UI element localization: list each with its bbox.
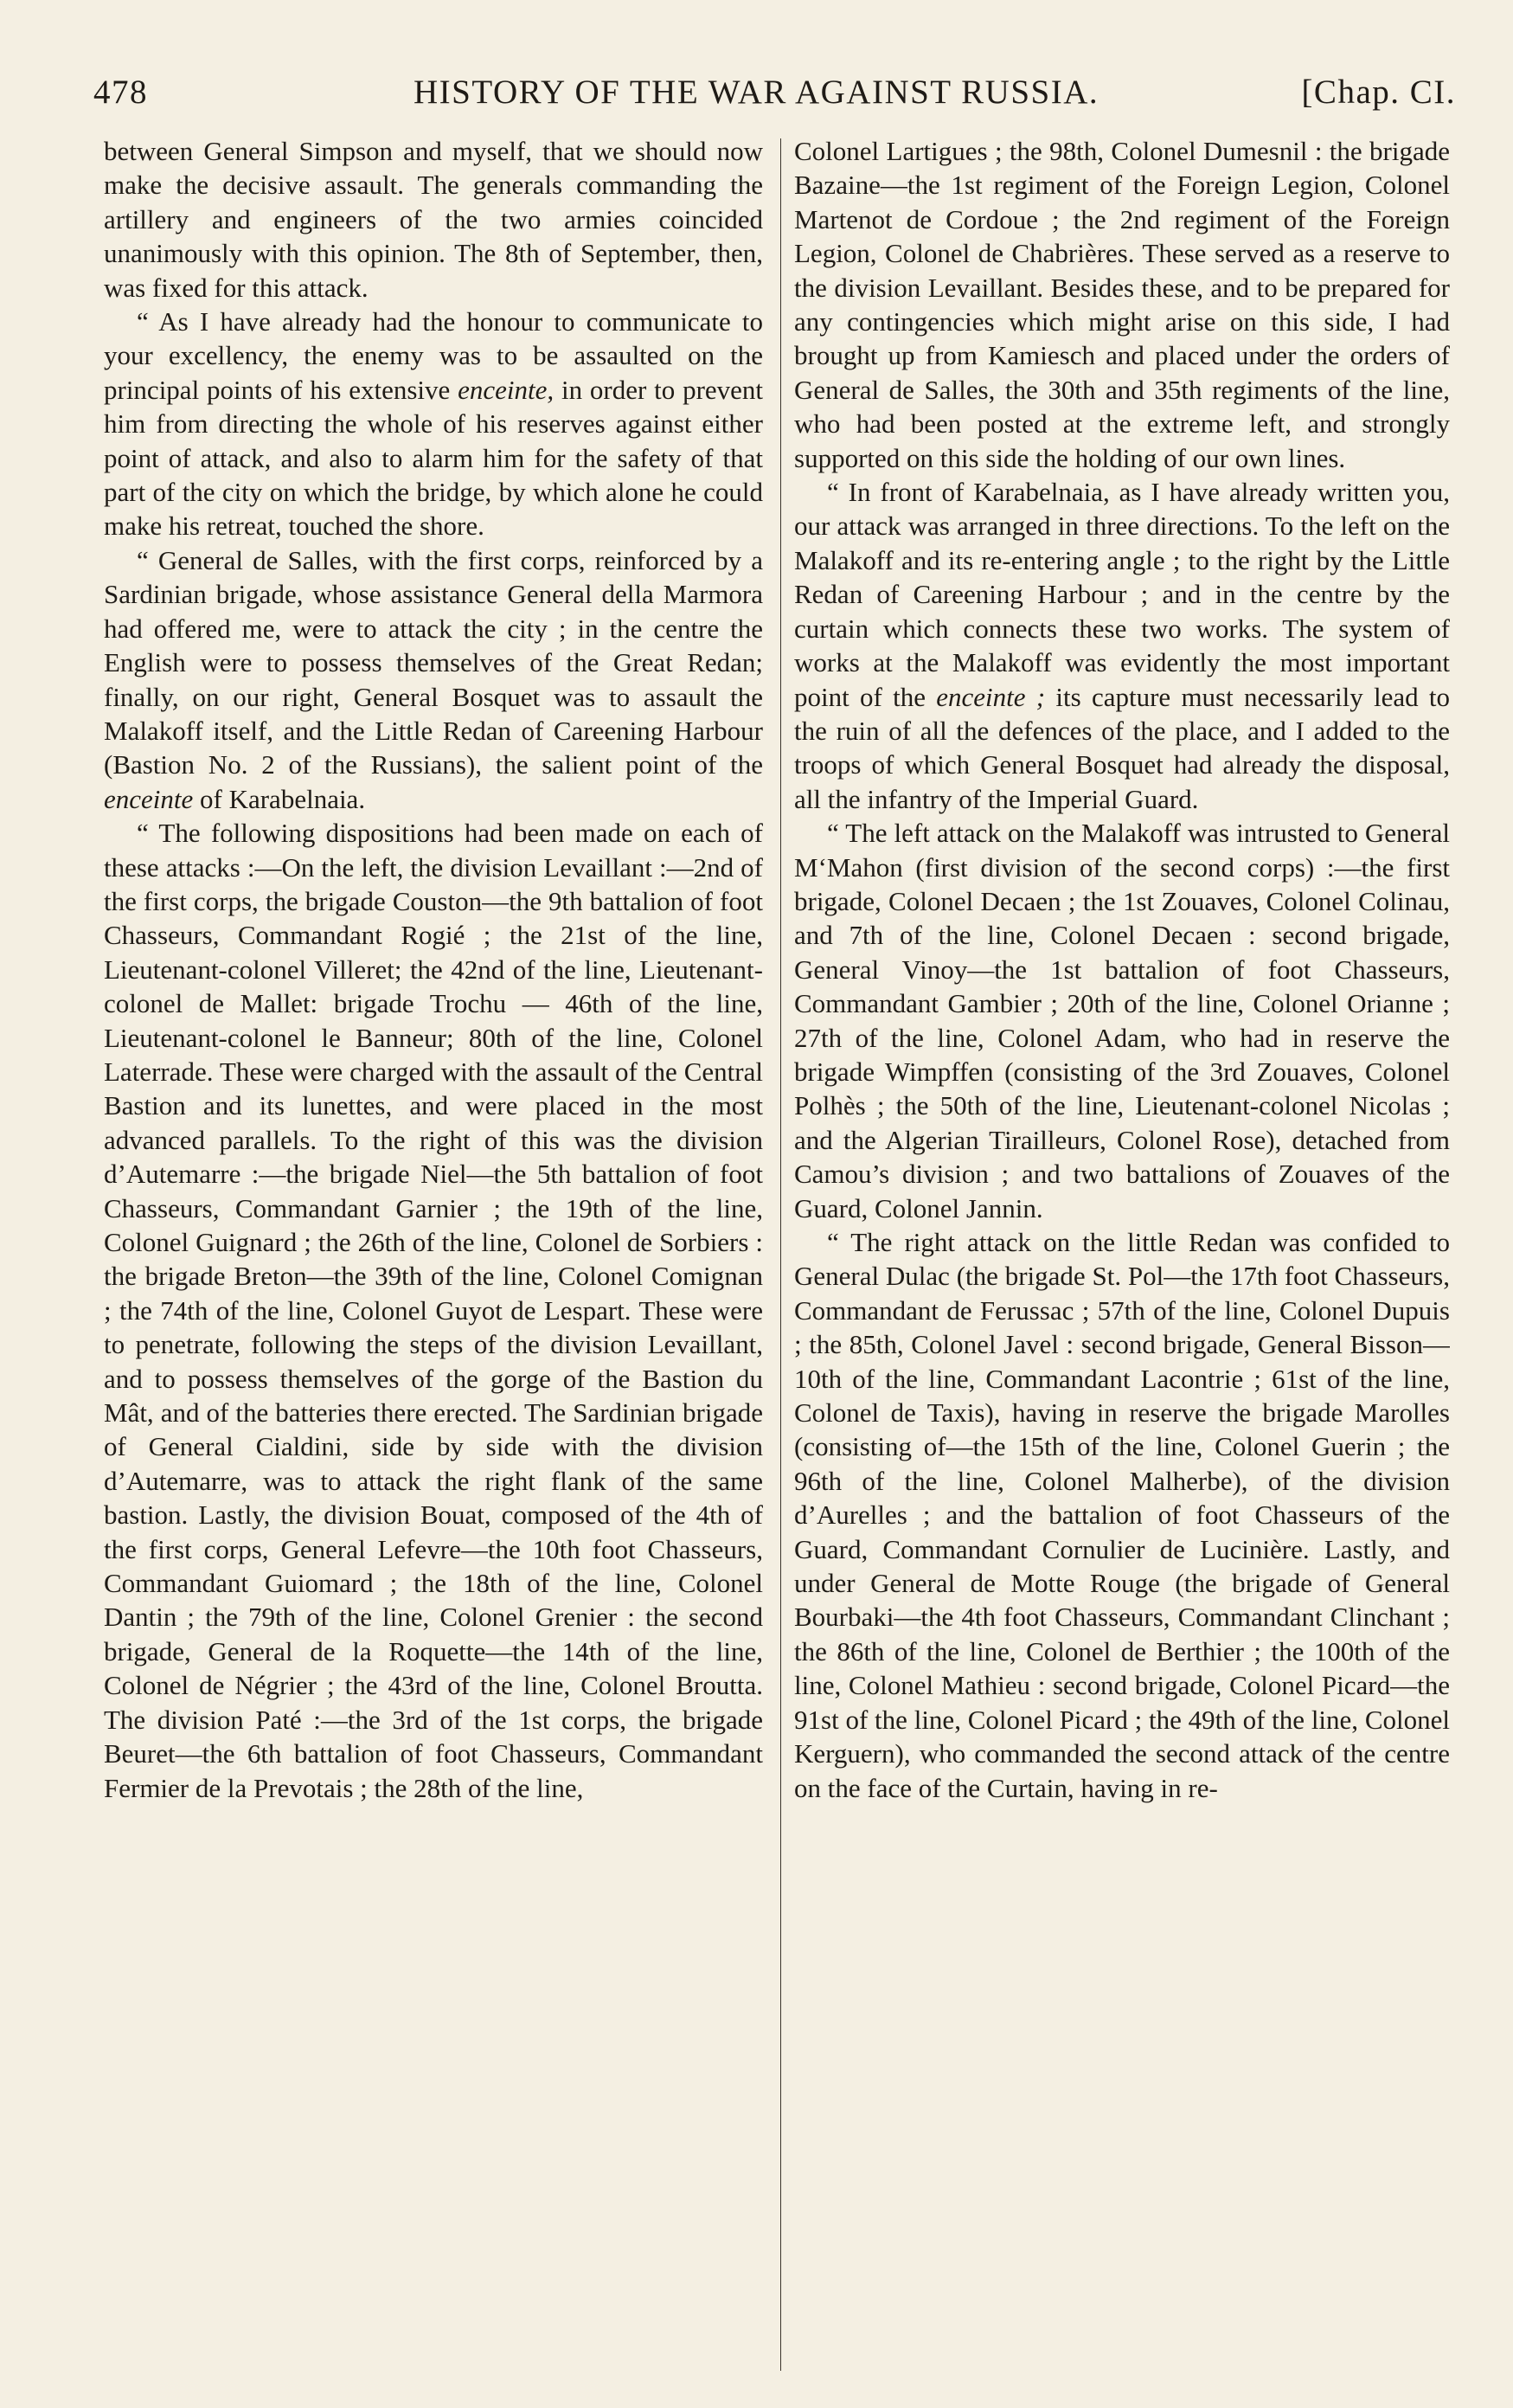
italic-term: enceinte [104,783,194,814]
text-run: its capture must necessarily lead to the ruin of all the defences of the place, and I added to the troops of which General Bosquet had already the disposal, all the infantry of the Imperial Guard. [794,681,1450,814]
column-divider [780,138,781,2371]
paragraph [104,305,763,543]
running-title: HISTORY OF THE WAR AGAINST RUSSIA. [414,74,1099,111]
paragraph: Colonel Lartigues ; the 98th, Colonel Dumesnil : the brigade Bazaine—the 1st regiment of the Foreign Legion, Colonel Martenot de Cordoue ; the 2nd regiment of the Foreign Legion, Colonel de Chabrières. These served as a reserve to the division Levaillant. Besides these, and to be prepared for any contingencies which might arise on this side, I had brought up from Kamiesch and placed under the orders of General de Salles, the 30th and 35th regiments of the line, who had been posted at the extreme left, and strongly supported on this side the holding of our own lines. [794,136,1450,473]
italic-term: enceinte, [458,374,555,405]
running-header [93,62,1456,123]
chapter-label: [Chap. CI. [1301,74,1456,111]
text-run: “ General de Salles, with the first corps, reinforced by a Sardinian brigade, whose assistance General della Marmora had offered me, were to attack the city ; in the centre the English were to possess themselves of the Great Redan; finally, on our right, General Bosquet was to assault the Malakoff itself, and the Little Redan of Careening Harbour (Bastion No. 2 of the Russians), the salient point of the [104,544,763,780]
text-run: “ In front of Karabelnaia, as I have already written you, our attack was arranged in three directions. To the left on the Malakoff and its re-entering angle ; to the right by the Little Redan of Careening Harbour ; and in the centre by the curtain which connects these two works. The system of works at the Malakoff was evidently the most important point of the [794,477,1450,712]
paragraph [104,543,763,816]
text-run: in order to prevent him from directing the whole of his reserves against either point of attack, and also to alarm him for the safety of that part of the city on which the bridge, by which alone he could make his retreat, touched the shore. [104,374,763,542]
text-run: “ As I have already had the honour to communicate to your excellency, the enemy was to be assaulted on the principal points of his extensive [104,306,763,405]
paragraph: “ The right attack on the little Redan was confided to General Dulac (the brigade St. Pol—the 17th foot Chasseurs, Commandant de Ferussac ; 57th of the line, Colonel Dupuis ; the 85th, Colonel Javel : second brigade, General Bisson—10th of the line, Commandant Lacontrie ; 61st of the line, Colonel de Taxis), having in reserve the brigade Marolles (consisting of—the 15th of the line, Colonel Guerin ; the 96th of the line, Colonel Malherbe), of the division d’Aurelles ; and the battalion of foot Chasseurs of the Guard, Commandant Cornulier de Lucinière. Lastly, and under General de Motte Rouge (the brigade of General Bourbaki—the 4th foot Chasseurs, Commandant Clinchant ; the 86th of the line, Colonel de Berthier ; the 100th of the line, Colonel Mathieu : second brigade, Colonel Picard—the 91st of the line, Colonel Picard ; the 49th of the line, Colonel Kerguern), who commanded the second attack of the centre on the face of the Curtain, having in re- [794,1227,1450,1803]
paragraph: “ The following dispositions had been made on each of these attacks :—On the left, the division Levaillant :—2nd of the first corps, the brigade Couston—the 9th battalion of foot Chasseurs, Commandant Rogié ; the 21st of the line, Lieutenant-colonel Villeret; the 42nd of the line, Lieutenant-colonel de Mallet: brigade Trochu — 46th of the line, Lieutenant-colonel le Banneur; 80th of the line, Colonel Laterrade. These were charged with the assault of the Central Bastion and its lunettes, and were placed in the most advanced parallels. To the right of this was the division d’Autemarre :—the brigade Niel—the 5th battalion of foot Chasseurs, Commandant Garnier ; the 19th of the line, Colonel Guignard ; the 26th of the line, Colonel de Sorbiers : the brigade Breton—the 39th of the line, Colonel Comignan ; the 74th of the line, Colonel Guyot de Lespart. These were to penetrate, following the steps of the division Levaillant, and to possess themselves of the gorge of the Bastion du Mât, and of the batteries there erected. The Sardinian brigade of General Cialdini, side by side with the division d’Autemarre, was to attack the right flank of the same bastion. Lastly, the division Bouat, composed of the 4th of the first corps, General Lefevre—the 10th foot Chasseurs, Commandant Guiomard ; the 18th of the line, Colonel Dantin ; the 79th of the line, Colonel Grenier : the second brigade, General de la Roquette—the 14th of the line, Colonel de Négrier ; the 43rd of the line, Colonel Broutta. The division Paté :—the 3rd of the 1st corps, the brigade Beuret—the 6th battalion of foot Chasseurs, Commandant Fermier de la Prevotais ; the 28th of the line, [104,818,763,1803]
text-run: of Karabelnaia. [200,783,366,814]
paragraph: between General Simpson and myself, that we should now make the decisive assault. The generals commanding the artillery and engineers of the two armies coincided unanimously with this opinion. The 8th of September, then, was fixed for this attack. [104,136,763,303]
paragraph [794,475,1450,816]
italic-term: enceinte ; [936,681,1046,712]
paragraph: “ The left attack on the Malakoff was intrusted to General M‘Mahon (first division of the second corps) :—the first brigade, Colonel Decaen ; the 1st Zouaves, Colonel Colinau, and 7th of the line, Colonel Decaen : second brigade, General Vinoy—the 1st battalion of foot Chasseurs, Commandant Gambier ; 20th of the line, Colonel Orianne ; 27th of the line, Colonel Adam, who had in reserve the brigade Wimpffen (consisting of the 3rd Zouaves, Colonel Polhès ; the 50th of the line, Lieutenant-colonel Nicolas ; and the Algerian Tirailleurs, Colonel Rose), detached from Camou’s division ; and two battalions of Zouaves of the Guard, Colonel Jannin. [794,818,1450,1223]
right-column [794,134,1450,2384]
page-number: 478 [93,74,148,111]
left-column [104,134,763,2384]
